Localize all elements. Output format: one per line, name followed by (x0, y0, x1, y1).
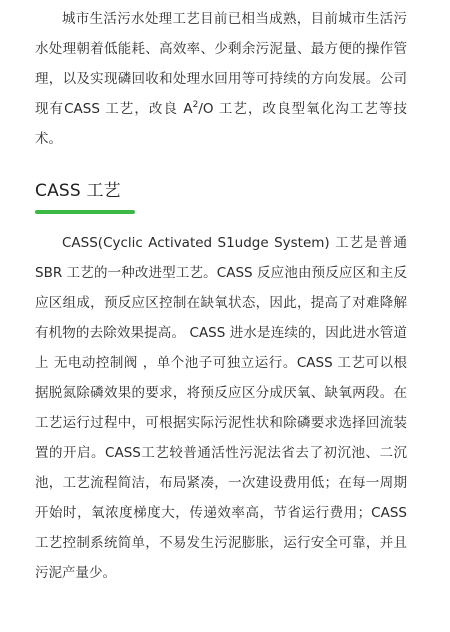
section-title: CASS 工艺 (35, 181, 121, 201)
intro-text-part1: 城市生活污水处理工艺目前已相当成熟，目前城市生活污水处理朝着低能耗、高效率、少剩余污泥量、最方便的操作管理，以及实现磷回收和处理水回用等可持续的方向发展。公司现有CASS 工艺，改良 A (35, 11, 407, 117)
cass-description-paragraph: CASS(Cyclic Activated S1udge System) 工艺是普通SBR 工艺的一种改进型工艺。CASS 反应池由预反应区和主反应区组成，预反应区控制在缺氧状态，因此，提高了对难降解有机物的去除效果提高。 CASS 进水是连续的，因此进水管道上 无电动控制阀 ，单个池子可独立运行。CASS 工艺可以根据脱氮除磷效果的要求，将预反应区分成厌氧、缺氧两段。在工艺运行过程中，可根据实际污泥性状和除磷要求选择回流装置的开启。CASS工艺较普通活性污泥法省去了初沉池、二沉池，工艺流程简洁，布局紧凑，一次建设费用低；在每一周期开始时，氧浓度梯度大，传递效率高，节省运行费用；CASS工艺控制系统简单，不易发生污泥膨胀，运行安全可靠，并且污泥产量少。 (35, 235, 407, 581)
section-title-underline (35, 210, 135, 214)
intro-text-part2: /O 工艺，改良型氧化沟工艺等技术。 (35, 101, 408, 147)
superscript-two: 2 (192, 100, 199, 110)
section-heading (35, 180, 407, 214)
article (35, 0, 407, 588)
intro-paragraph (35, 0, 407, 154)
